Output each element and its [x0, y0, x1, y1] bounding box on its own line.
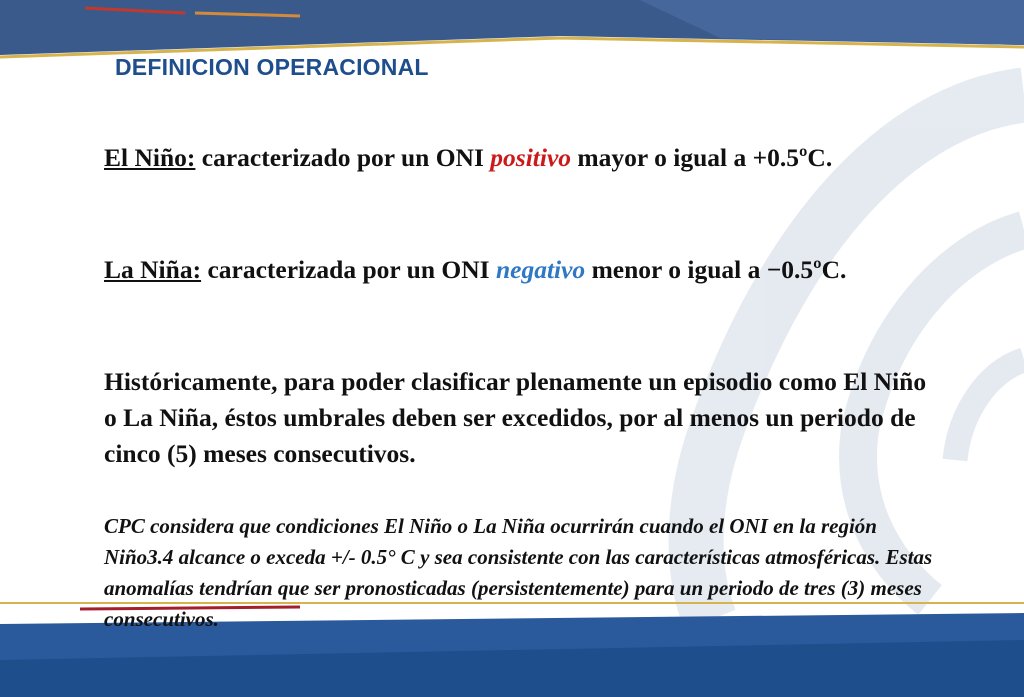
la-nina-text-after: menor o igual a −0.5ºC.	[585, 255, 847, 284]
el-nino-text-before: caracterizado por un ONI	[195, 143, 491, 172]
negativo-highlight: negativo	[495, 255, 586, 284]
historic-paragraph: Históricamente, para poder clasificar plenamente un episodio como El Niño o La Niña, éstos umbrales deben ser excedidos, por al menos un periodo de cinco (5) meses consecutivos.	[104, 367, 927, 468]
la-nina-text-before: caracterizada por un ONI	[201, 255, 496, 284]
el-nino-text-after: mayor o igual a +0.5ºC.	[571, 143, 833, 172]
el-nino-definition	[104, 140, 934, 176]
slide-title: DEFINICION OPERACIONAL	[115, 54, 429, 80]
positivo-highlight: positivo	[490, 143, 572, 172]
el-nino-label: El Niño:	[104, 143, 196, 172]
la-nina-definition	[104, 252, 934, 288]
la-nina-label: La Niña:	[104, 255, 202, 284]
cpc-note: CPC considera que condiciones El Niño o La Niña ocurrirán cuando el ONI en la región Niño3.4 alcance o exceda +/- 0.5° C y sea consistente con las características atmosféricas. Estas anomalías tendrían que ser pronosticadas (persistentemente) para un periodo de tres (3) meses consecutivos.	[104, 514, 933, 631]
